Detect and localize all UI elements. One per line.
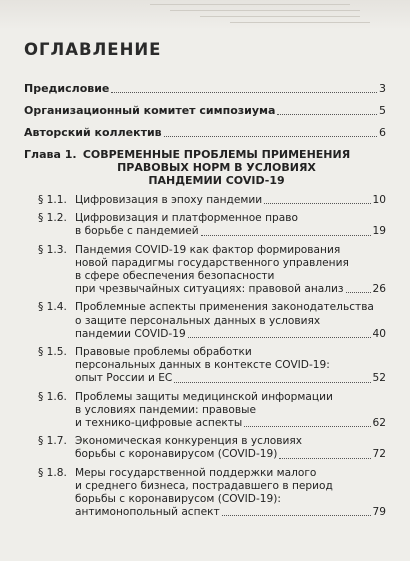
section-line: в условиях пандемии: правовые <box>75 403 256 416</box>
section-line: Пандемия COVID-19 как фактор формирования <box>75 243 341 256</box>
chapter-title-line: ПАНДЕМИИ COVID-19 <box>148 174 285 187</box>
section-line: в сфере обеспечения безопасности <box>75 270 275 283</box>
toc-section[interactable] <box>24 391 386 431</box>
section-line: при чрезвычайных ситуациях: правовой анализ <box>75 283 344 296</box>
dot-leader <box>111 92 377 93</box>
page-number: 62 <box>372 417 386 430</box>
section-line: персональных данных в контексте COVID-19: <box>75 359 330 372</box>
section-line: Проблемные аспекты применения законодательства <box>75 301 374 314</box>
toc-section[interactable] <box>24 435 386 461</box>
dot-leader <box>188 337 371 338</box>
page-number: 3 <box>379 82 386 95</box>
section-number: § 1.2. <box>38 212 67 225</box>
chapter-title-line: ПРАВОВЫХ НОРМ В УСЛОВИЯХ <box>117 161 316 174</box>
page-title: ОГЛАВЛЕНИЕ <box>24 40 162 59</box>
section-line: Проблемы защиты медицинской информации <box>75 390 333 403</box>
section-line: антимонопольный аспект <box>75 506 220 519</box>
toc-section[interactable] <box>24 301 386 341</box>
page-number: 52 <box>372 372 386 385</box>
entry-title: Предисловие <box>24 82 110 95</box>
page-number: 40 <box>372 327 386 340</box>
section-line: в борьбе с пандемией <box>75 225 199 238</box>
toc-entry-committee[interactable] <box>24 96 386 118</box>
page-number: 5 <box>379 104 386 117</box>
chapter-title <box>75 148 386 187</box>
chapter-title-line: СОВРЕМЕННЫЕ ПРОБЛЕМЫ ПРИМЕНЕНИЯ <box>82 148 351 161</box>
dot-leader <box>164 136 377 137</box>
section-line: пандемии COVID-19 <box>75 327 186 340</box>
dot-leader <box>346 292 371 293</box>
section-line: борьбы с коронавирусом (COVID-19) <box>75 448 278 461</box>
chapter-heading[interactable] <box>24 148 386 187</box>
page-number: 72 <box>372 448 386 461</box>
section-line: и технико-цифровые аспекты <box>75 417 243 430</box>
section-line: и среднего бизнеса, пострадавшего в период <box>75 479 333 492</box>
dot-leader <box>279 458 370 459</box>
toc-section[interactable] <box>24 467 386 520</box>
section-line: борьбы с коронавирусом (COVID-19): <box>75 493 281 506</box>
toc-section[interactable] <box>24 212 386 238</box>
section-line: новой парадигмы государственного управления <box>75 256 349 269</box>
section-line: опыт России и ЕС <box>75 372 173 385</box>
page-number: 19 <box>372 225 386 238</box>
chapter-label: Глава 1. <box>24 148 77 161</box>
dot-leader <box>201 235 371 236</box>
section-line: Правовые проблемы обработки <box>75 346 252 359</box>
entry-title: Авторский коллектив <box>24 126 162 139</box>
section-number: § 1.1. <box>38 194 67 206</box>
section-number: § 1.5. <box>38 346 67 359</box>
entry-title: Организационный комитет симпозиума <box>24 104 276 117</box>
toc-section[interactable] <box>24 194 386 207</box>
section-number: § 1.6. <box>38 390 67 403</box>
toc-section[interactable] <box>24 244 386 297</box>
dot-leader <box>244 426 370 427</box>
section-line: о защите персональных данных в условиях <box>75 314 321 327</box>
section-line: Цифровизация и платформенное право <box>75 212 298 225</box>
dot-leader <box>277 114 377 115</box>
toc-section[interactable] <box>24 346 386 386</box>
section-list <box>24 194 386 519</box>
page-number: 79 <box>372 506 386 519</box>
section-number: § 1.8. <box>38 466 67 479</box>
section-line: Меры государственной поддержки малого <box>75 466 317 479</box>
page-number: 6 <box>379 126 386 139</box>
bleed-through-text <box>0 0 410 30</box>
dot-leader <box>264 203 370 204</box>
toc-entry-preface[interactable] <box>24 74 386 96</box>
section-number: § 1.4. <box>38 301 67 314</box>
section-line: Экономическая конкуренция в условиях <box>75 435 303 448</box>
section-number: § 1.7. <box>38 435 67 448</box>
toc-entry-authors[interactable] <box>24 118 386 140</box>
toc-page <box>24 40 386 524</box>
page-number: 10 <box>372 194 386 206</box>
page-number: 26 <box>372 283 386 296</box>
front-matter-list <box>24 74 386 140</box>
dot-leader <box>222 515 371 516</box>
dot-leader <box>174 382 370 383</box>
section-line: Цифровизация в эпоху пандемии <box>75 194 263 206</box>
section-number: § 1.3. <box>38 243 67 256</box>
